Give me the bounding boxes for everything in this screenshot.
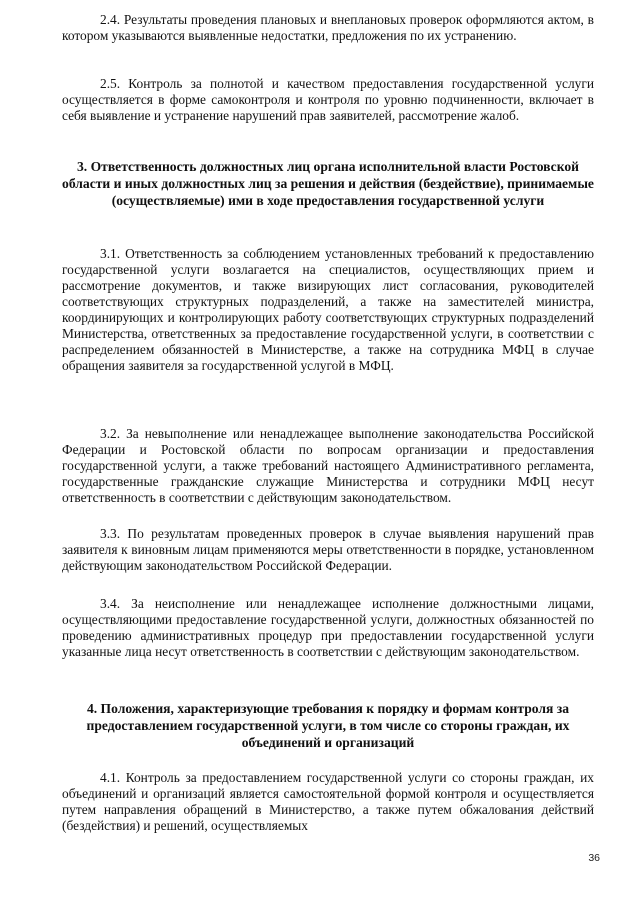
paragraph-2-5 — [62, 76, 594, 124]
paragraph-3-1 — [62, 246, 594, 374]
page-number: 36 — [588, 852, 600, 864]
paragraph-text: 3.4. За неисполнение или ненадлежащее исполнение должностными лицами, осуществляющими предоставление государственной услуги, должностных обязанностей по проведению административных процедур при предоставлении государственной услуги указанные лица несут ответственность в соответствии с действующим законодательством. — [62, 596, 594, 659]
paragraph-text: 2.5. Контроль за полнотой и качеством предоставления государственной услуги осуществляется в форме самоконтроля и контроля по уровню подчиненности, включает в себя выявление и устранение нарушений прав заявителей, рассмотрение жалоб. — [62, 76, 594, 123]
paragraph-text: 3.1. Ответственность за соблюдением установленных требований к предоставлению государственной услуги возлагается на специалистов, осуществляющих прием и рассмотрение документов, и также визирующих лист согласования, руководителей соответствующих структурных подразделений, а также на заместителей министра, координирующих и контролирующих работу соответствующих структурных подразделений Министерства, ответственных за предоставление государственной услуги, в соответствии с распределением обязанностей в Министерстве, а также на сотрудника МФЦ в случае обращения заявителя за государственной услугой в МФЦ. — [62, 246, 594, 373]
paragraph-4-1 — [62, 770, 594, 834]
paragraph-2-4 — [62, 12, 594, 44]
paragraph-3-2 — [62, 426, 594, 506]
paragraph-text: 4.1. Контроль за предоставлением государственной услуги со стороны граждан, их объединений и организаций является самостоятельной формой контроля и осуществляется путем направления обращений в Министерство, а также путем обжалования действий (бездействия) и решений, осуществляемых — [62, 770, 594, 833]
section-4-heading: 4. Положения, характеризующие требования к порядку и формам контроля за предоставлением государственной услуги, в том числе со стороны граждан, их объединений и организаций — [86, 701, 570, 750]
paragraph-text: 2.4. Результаты проведения плановых и внеплановых проверок оформляются актом, в котором указываются выявленные недостатки, предложения по их устранению. — [62, 12, 594, 43]
paragraph-3-4 — [62, 596, 594, 660]
section-3-heading: 3. Ответственность должностных лиц органа исполнительной власти Ростовской области и иных должностных лиц за решения и действия (бездействие), принимаемые (осуществляемые) ими в ходе предоставления государственной услуги — [62, 159, 594, 208]
paragraph-text: 3.3. По результатам проведенных проверок в случае выявления нарушений прав заявителя к виновным лицам применяются меры ответственности в порядке, установленном действующим законодательством Российской Федерации. — [62, 526, 594, 573]
paragraph-text: 3.2. За невыполнение или ненадлежащее выполнение законодательства Российской Федерации и Ростовской области по вопросам организации и предоставления государственной услуги, а также требований настоящего Административного регламента, государственные гражданские служащие Министерства и сотрудники МФЦ несут ответственность в соответствии с действующим законодательством. — [62, 426, 594, 505]
paragraph-3-3 — [62, 526, 594, 574]
